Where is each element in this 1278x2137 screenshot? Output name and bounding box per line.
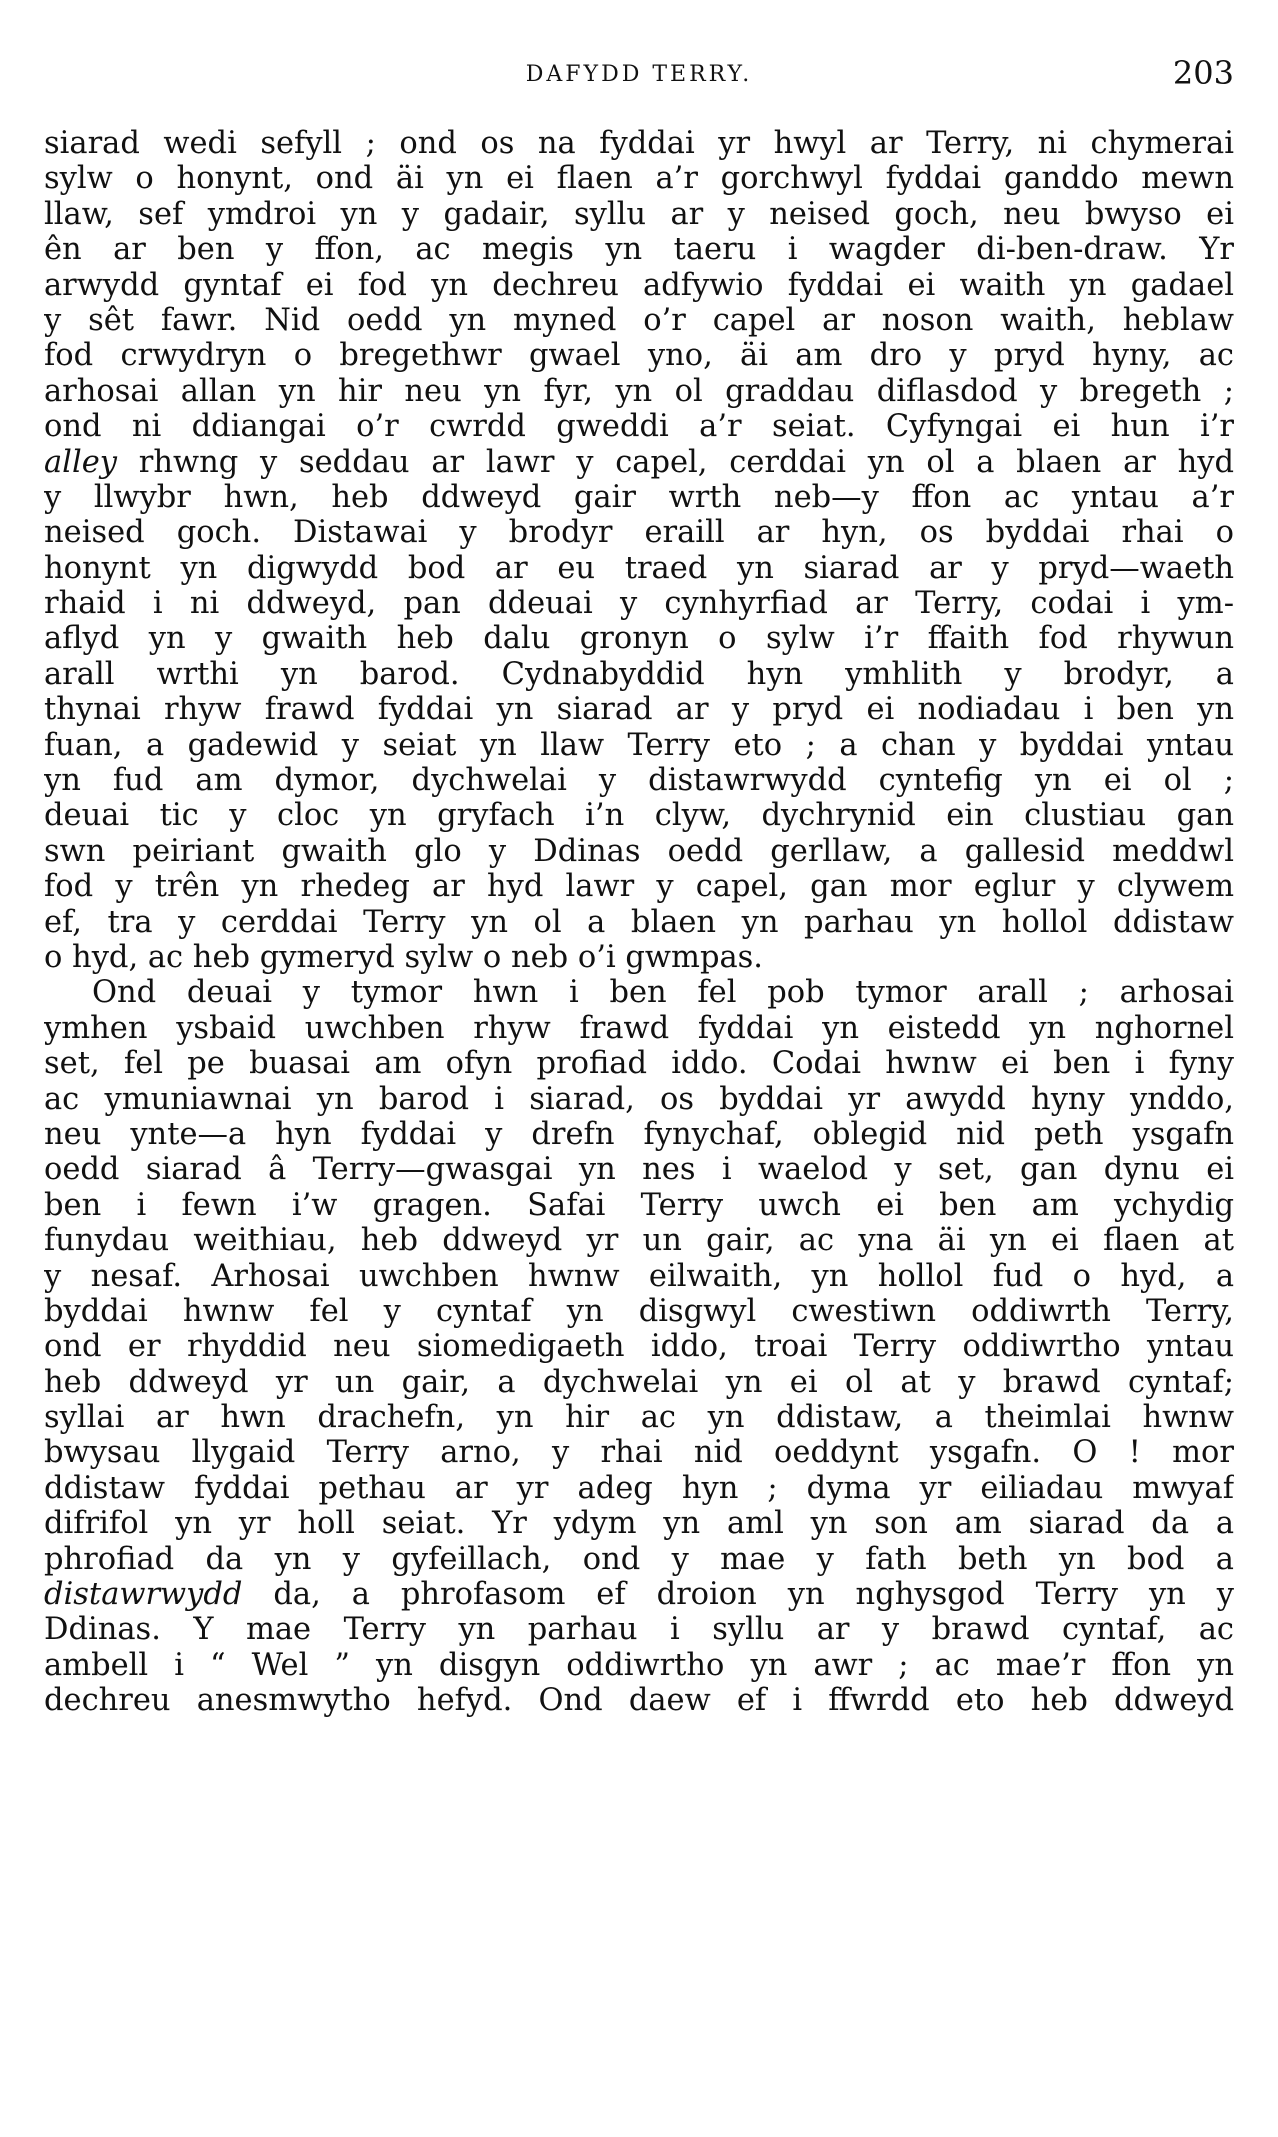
text-line	[44, 551, 1234, 586]
line-text: fuan, a gadewid y seiat yn llaw Terry eto ; a chan y byddai yntau	[44, 727, 1234, 763]
text-line	[44, 1223, 1234, 1258]
text-line	[44, 1577, 1234, 1612]
line-text: y llwybr hwn, heb ddweyd gair wrth neb—y ffon ac yntau a’r	[44, 479, 1234, 515]
line-text: honynt yn digwydd bod ar eu traed yn siarad ar y pryd—waeth	[44, 550, 1234, 586]
text-line	[44, 1011, 1234, 1046]
line-text: ond ni ddiangai o’r cwrdd gweddi a’r seiat. Cyfyngai ei hun i’r	[44, 409, 1234, 445]
line-text: y sêt fawr. Nid oedd yn myned o’r capel ar noson waith, heblaw	[44, 302, 1234, 338]
text-line	[44, 409, 1234, 444]
line-text-continued: rhwng y seddau ar lawr y capel, cerddai yn ol a blaen ar hyd	[116, 444, 1234, 480]
text-line	[44, 1082, 1234, 1117]
line-text: funydau weithiau, heb ddweyd yr un gair, ac yna äi yn ei flaen at	[44, 1223, 1234, 1259]
line-text: bwysau llygaid Terry arno, y rhai nid oeddynt ysgafn. O ! mor	[44, 1435, 1234, 1471]
line-text: Ddinas. Y mae Terry yn parhau i syllu ar y brawd cyntaf, ac	[44, 1612, 1234, 1648]
text-line	[44, 763, 1234, 798]
italic-word: distawrwydd	[44, 1577, 243, 1613]
text-line	[44, 197, 1234, 232]
line-text: neu ynte—a hyn fyddai y drefn fynychaf, oblegid nid peth ysgafn	[44, 1116, 1234, 1152]
text-line	[44, 1471, 1234, 1506]
text-line	[44, 338, 1234, 373]
line-text: fod crwydryn o bregethwr gwael yno, äi am dro y pryd hyny, ac	[44, 338, 1234, 374]
text-line	[44, 1435, 1234, 1470]
line-text: ben i fewn i’w gragen. Safai Terry uwch ei ben am ychydig	[44, 1187, 1234, 1223]
line-text: arhosai allan yn hir neu yn fyr, yn ol graddau diflasdod y bregeth ;	[44, 373, 1234, 409]
line-text: aflyd yn y gwaith heb dalu gronyn o sylw i’r ffaith fod rhywun	[44, 621, 1234, 657]
text-line	[44, 1259, 1234, 1294]
text-line	[44, 1400, 1234, 1435]
running-title: DAFYDD TERRY.	[525, 62, 753, 87]
page-number: 203	[1172, 54, 1234, 92]
text-line	[44, 1365, 1234, 1400]
text-line	[44, 374, 1234, 409]
line-text: arall wrthi yn barod. Cydnabyddid hyn ymhlith y brodyr, a	[44, 656, 1234, 692]
body-text	[44, 126, 1234, 1719]
text-line	[44, 232, 1234, 267]
line-text: ond er rhyddid neu siomedigaeth iddo, troai Terry oddiwrtho yntau	[44, 1329, 1234, 1365]
text-line	[44, 303, 1234, 338]
text-line	[44, 1683, 1234, 1718]
text-line	[44, 1152, 1234, 1187]
text-line	[44, 1506, 1234, 1541]
text-line	[44, 1648, 1234, 1683]
line-text-continued: da, a phrofasom ef droion yn nghysgod Terry yn y	[242, 1577, 1234, 1613]
line-text: o hyd, ac heb gymeryd sylw o neb o’i gwmpas.	[44, 939, 763, 975]
line-text: ên ar ben y ffon, ac megis yn taeru i wagder di-ben-draw. Yr	[44, 232, 1234, 268]
text-line	[44, 940, 1234, 975]
line-text: rhaid i ni ddweyd, pan ddeuai y cynhyrfiad ar Terry, codai i ym-	[44, 586, 1234, 622]
text-line	[44, 1542, 1234, 1577]
line-text: ddistaw fyddai pethau ar yr adeg hyn ; dyma yr eiliadau mwyaf	[44, 1470, 1234, 1506]
text-line	[44, 1612, 1234, 1647]
text-line	[44, 621, 1234, 656]
text-line	[44, 480, 1234, 515]
text-line	[44, 1117, 1234, 1152]
line-text: neised goch. Distawai y brodyr eraill ar hyn, os byddai rhai o	[44, 515, 1234, 551]
line-text: yn fud am dymor, dychwelai y distawrwydd cyntefig yn ei ol ;	[44, 763, 1234, 799]
text-line	[44, 692, 1234, 727]
text-line	[44, 728, 1234, 763]
text-line	[44, 1329, 1234, 1364]
line-text: ymhen ysbaid uwchben rhyw frawd fyddai yn eistedd yn nghornel	[44, 1010, 1234, 1046]
line-text: oedd siarad â Terry—gwasgai yn nes i waelod y set, gan dynu ei	[44, 1152, 1234, 1188]
line-text: ac ymuniawnai yn barod i siarad, os byddai yr awydd hyny ynddo,	[44, 1081, 1234, 1117]
line-text: byddai hwnw fel y cyntaf yn disgwyl cwestiwn oddiwrth Terry,	[44, 1293, 1234, 1329]
line-text: difrifol yn yr holl seiat. Yr ydym yn aml yn son am siarad da a	[44, 1506, 1234, 1542]
text-line	[44, 161, 1234, 196]
text-line	[44, 445, 1234, 480]
line-text: syllai ar hwn drachefn, yn hir ac yn ddistaw, a theimlai hwnw	[44, 1400, 1234, 1436]
text-line	[44, 905, 1234, 940]
line-text: siarad wedi sefyll ; ond os na fyddai yr hwyl ar Terry, ni chymerai	[44, 126, 1234, 161]
line-text: set, fel pe buasai am ofyn profiad iddo. Codai hwnw ei ben i fyny	[44, 1046, 1234, 1082]
line-text: sylw o honynt, ond äi yn ei flaen a’r gorchwyl fyddai ganddo mewn	[44, 161, 1234, 197]
line-text: Ond deuai y tymor hwn i ben fel pob tymor arall ; arhosai	[92, 975, 1234, 1011]
text-line	[44, 1046, 1234, 1081]
text-line	[44, 515, 1234, 550]
text-line	[44, 586, 1234, 621]
line-text: ef, tra y cerddai Terry yn ol a blaen yn parhau yn hollol ddistaw	[44, 904, 1234, 940]
line-text: deuai tic y cloc yn gryfach i’n clyw, dychrynid ein clustiau gan	[44, 798, 1234, 834]
text-line	[44, 975, 1234, 1010]
running-head	[44, 52, 1234, 96]
line-text: swn peiriant gwaith glo y Ddinas oedd gerllaw, a gallesid meddwl	[44, 833, 1234, 869]
text-line	[44, 869, 1234, 904]
text-line	[44, 126, 1234, 161]
text-line	[44, 1188, 1234, 1223]
line-text: phrofiad da yn y gyfeillach, ond y mae y fath beth yn bod a	[44, 1541, 1234, 1577]
line-text: dechreu anesmwytho hefyd. Ond daew ef i ffwrdd eto heb ddweyd	[44, 1683, 1234, 1719]
line-text: thynai rhyw frawd fyddai yn siarad ar y pryd ei nodiadau i ben yn	[44, 692, 1234, 728]
text-line	[44, 268, 1234, 303]
line-text: ambell i “ Wel ” yn disgyn oddiwrtho yn awr ; ac mae’r ffon yn	[44, 1647, 1234, 1683]
line-text: arwydd gyntaf ei fod yn dechreu adfywio fyddai ei waith yn gadael	[44, 267, 1234, 303]
text-line	[44, 834, 1234, 869]
text-line	[44, 798, 1234, 833]
line-text: heb ddweyd yr un gair, a dychwelai yn ei ol at y brawd cyntaf;	[44, 1364, 1234, 1400]
line-text: fod y trên yn rhedeg ar hyd lawr y capel, gan mor eglur y clywem	[44, 869, 1234, 905]
text-line	[44, 1294, 1234, 1329]
text-line	[44, 657, 1234, 692]
line-text: llaw, sef ymdroi yn y gadair, syllu ar y neised goch, neu bwyso ei	[44, 196, 1234, 232]
line-text: y nesaf. Arhosai uwchben hwnw eilwaith, yn hollol fud o hyd, a	[44, 1258, 1234, 1294]
italic-word: alley	[44, 444, 117, 480]
